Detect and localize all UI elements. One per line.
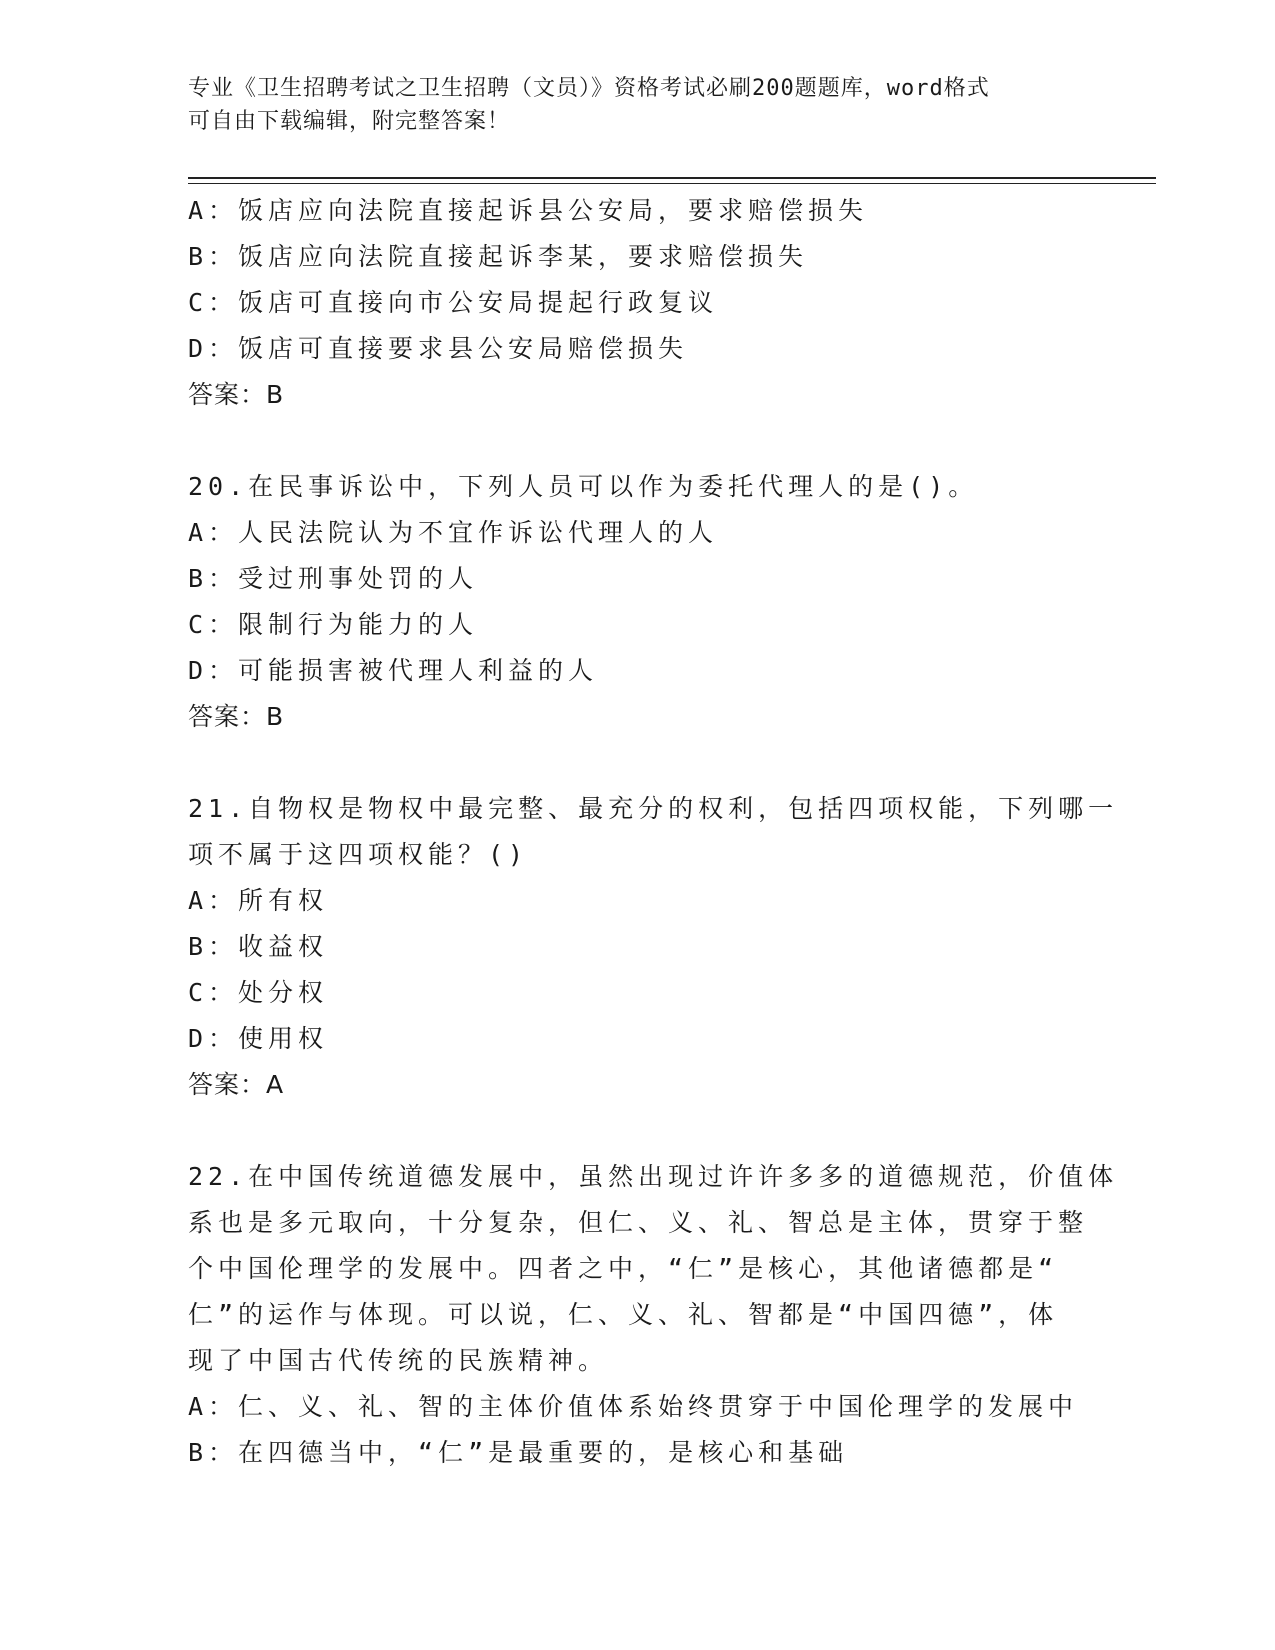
question-spacer bbox=[188, 418, 1088, 464]
question-stem-line: 22.在中国传统道德发展中，虽然出现过许许多多的道德规范，价值体 bbox=[188, 1162, 1119, 1191]
option-d: D：使用权 bbox=[188, 1024, 329, 1053]
answer-line: 答案：A bbox=[188, 1070, 285, 1099]
option-a: A：饭店应向法院直接起诉县公安局，要求赔偿损失 bbox=[188, 196, 869, 225]
header-divider-thin bbox=[188, 183, 1156, 184]
option-a: A：所有权 bbox=[188, 886, 329, 915]
question-stem-line: 项不属于这四项权能？() bbox=[188, 840, 529, 869]
question-19 bbox=[188, 188, 1088, 418]
option-a: A：人民法院认为不宜作诉讼代理人的人 bbox=[188, 518, 719, 547]
option-d: D：饭店可直接要求县公安局赔偿损失 bbox=[188, 334, 689, 363]
option-c: C：处分权 bbox=[188, 978, 329, 1007]
option-d: D：可能损害被代理人利益的人 bbox=[188, 656, 599, 685]
option-b: B：在四德当中，“仁”是最重要的，是核心和基础 bbox=[188, 1438, 849, 1467]
question-stem-line: 个中国伦理学的发展中。四者之中，“仁”是核心，其他诸德都是“ bbox=[188, 1254, 1059, 1283]
option-b: B：收益权 bbox=[188, 932, 329, 961]
document-header bbox=[188, 72, 1088, 138]
option-c: C：饭店可直接向市公安局提起行政复议 bbox=[188, 288, 719, 317]
question-stem-line: 仁”的运作与体现。可以说，仁、义、礼、智都是“中国四德”，体 bbox=[188, 1300, 1059, 1329]
option-b: B：饭店应向法院直接起诉李某，要求赔偿损失 bbox=[188, 242, 809, 271]
question-stem: 20.在民事诉讼中，下列人员可以作为委托代理人的是()。 bbox=[188, 472, 979, 501]
option-a: A：仁、义、礼、智的主体价值体系始终贯穿于中国伦理学的发展中 bbox=[188, 1392, 1079, 1421]
question-stem-line: 现了中国古代传统的民族精神。 bbox=[188, 1346, 609, 1375]
question-stem-line: 21.自物权是物权中最完整、最充分的权利，包括四项权能，下列哪一 bbox=[188, 794, 1119, 823]
answer-line: 答案：B bbox=[188, 380, 285, 409]
header-line-1: 专业《卫生招聘考试之卫生招聘（文员）》资格考试必刷200题题库，word格式 bbox=[188, 76, 990, 101]
question-21 bbox=[188, 786, 1119, 1108]
question-20 bbox=[188, 464, 1088, 740]
answer-line: 答案：B bbox=[188, 702, 285, 731]
question-spacer bbox=[188, 740, 1088, 786]
question-spacer bbox=[188, 1108, 1088, 1154]
option-b: B：受过刑事处罚的人 bbox=[188, 564, 479, 593]
question-22 bbox=[188, 1154, 1119, 1476]
header-line-2: 可自由下载编辑，附完整答案！ bbox=[188, 109, 511, 134]
option-c: C：限制行为能力的人 bbox=[188, 610, 479, 639]
question-stem-line: 系也是多元取向，十分复杂，但仁、义、礼、智总是主体，贯穿于整 bbox=[188, 1208, 1089, 1237]
header-divider-thick bbox=[188, 177, 1156, 179]
question-list bbox=[188, 188, 1119, 1476]
